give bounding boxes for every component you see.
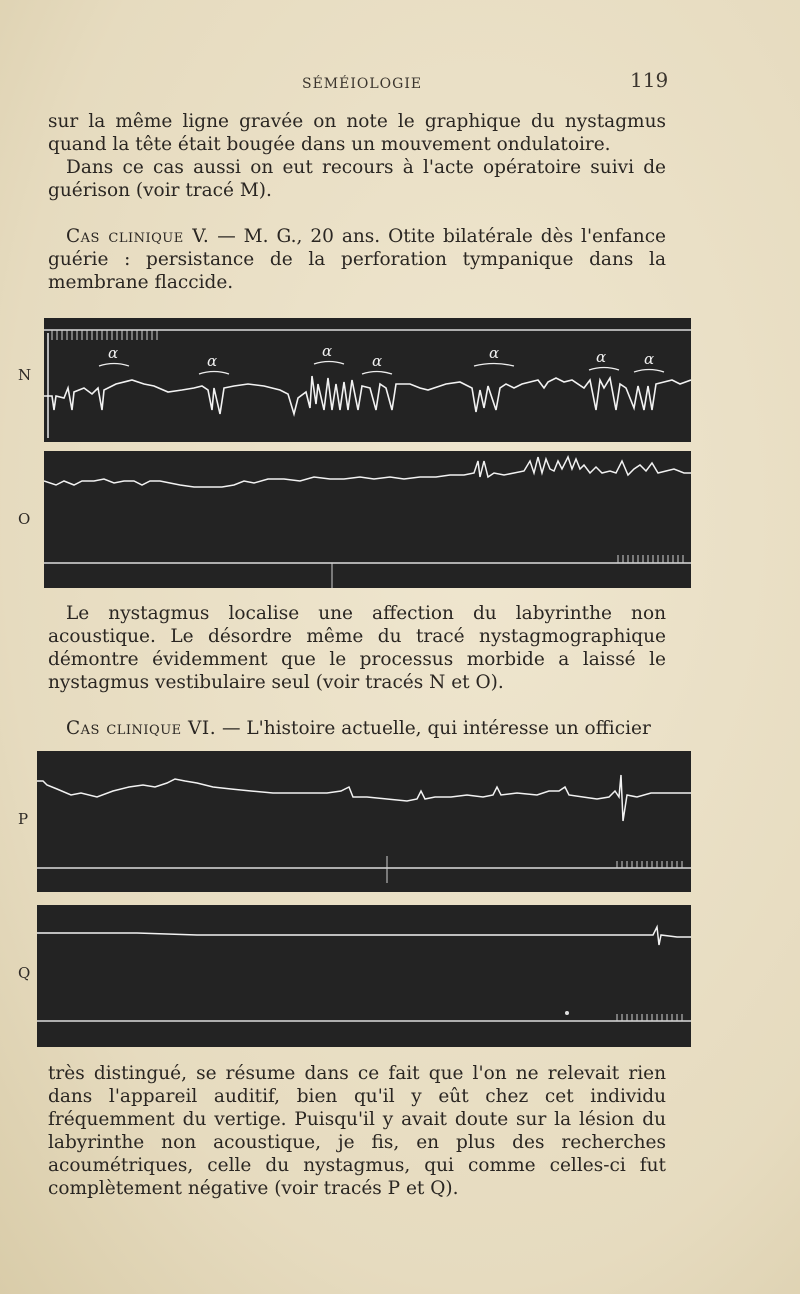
trace-n-graph — [44, 318, 691, 442]
case-6-text: — L'histoire actuelle, qui intéresse un officier — [216, 718, 651, 739]
case-6-paragraph — [48, 717, 666, 740]
figure-label-p: P — [18, 810, 29, 828]
paragraph-operation: Dans ce cas aussi on eut recours à l'acte opératoire suivi de guérison (voir tracé M). — [48, 157, 666, 201]
figure-label-n: N — [18, 366, 32, 384]
trace-q-graph — [37, 905, 691, 1047]
case-5-text: — M. G., 20 ans. Otite bilatérale dès l'enfance guérie : persistance de la perforation tympanique dans la membrane flaccide. — [48, 226, 667, 293]
nystagmus-trace-p — [37, 751, 691, 892]
figure-label-q: Q — [18, 964, 31, 982]
paragraph-conclusion: très distingué, se résume dans ce fait que l'on ne relevait rien dans l'appareil auditif, bien qu'il y eût chez cet individu fréquemment du vertige. Puisqu'il y avait doute sur la lésion du labyrinthe non acoustique, je fis, en plus des recherches acoumétriques, celle du nystagmus, qui comme celles-ci fut complètement négative (voir tracés P et Q). — [48, 1063, 666, 1199]
svg-text:α: α — [644, 350, 655, 368]
nystagmus-trace-n — [44, 318, 691, 442]
case-6-heading: Cas clinique VI. — [66, 718, 217, 739]
running-head: SÉMÉIOLOGIE — [302, 76, 423, 92]
nystagmus-trace-o — [44, 451, 691, 588]
svg-text:α: α — [108, 344, 119, 362]
trace-o-graph — [44, 451, 691, 588]
svg-text:α: α — [489, 344, 500, 362]
nystagmus-trace-q — [37, 905, 691, 1047]
case-5-paragraph — [48, 225, 666, 294]
trace-p-graph — [37, 751, 691, 892]
paragraph-continuation: sur la même ligne gravée on note le graphique du nystagmus quand la tête était bougée dans un mouvement ondulatoire. — [48, 111, 666, 155]
case-5-heading: Cas clinique V. — [66, 226, 210, 247]
paragraph-localisation: Le nystagmus localise une affection du labyrinthe non acoustique. Le désordre même du tracé nystagmographique démontre évidemment que le processus morbide a laissé le nystagmus vestibulaire seul (voir tracés N et O). — [48, 603, 666, 693]
svg-text:α: α — [372, 352, 383, 370]
page-number: 119 — [630, 68, 669, 92]
svg-text:α: α — [207, 352, 218, 370]
svg-text:α: α — [322, 342, 333, 360]
svg-text:α: α — [596, 348, 607, 366]
page-header — [0, 66, 800, 96]
figure-label-o: O — [18, 510, 31, 528]
